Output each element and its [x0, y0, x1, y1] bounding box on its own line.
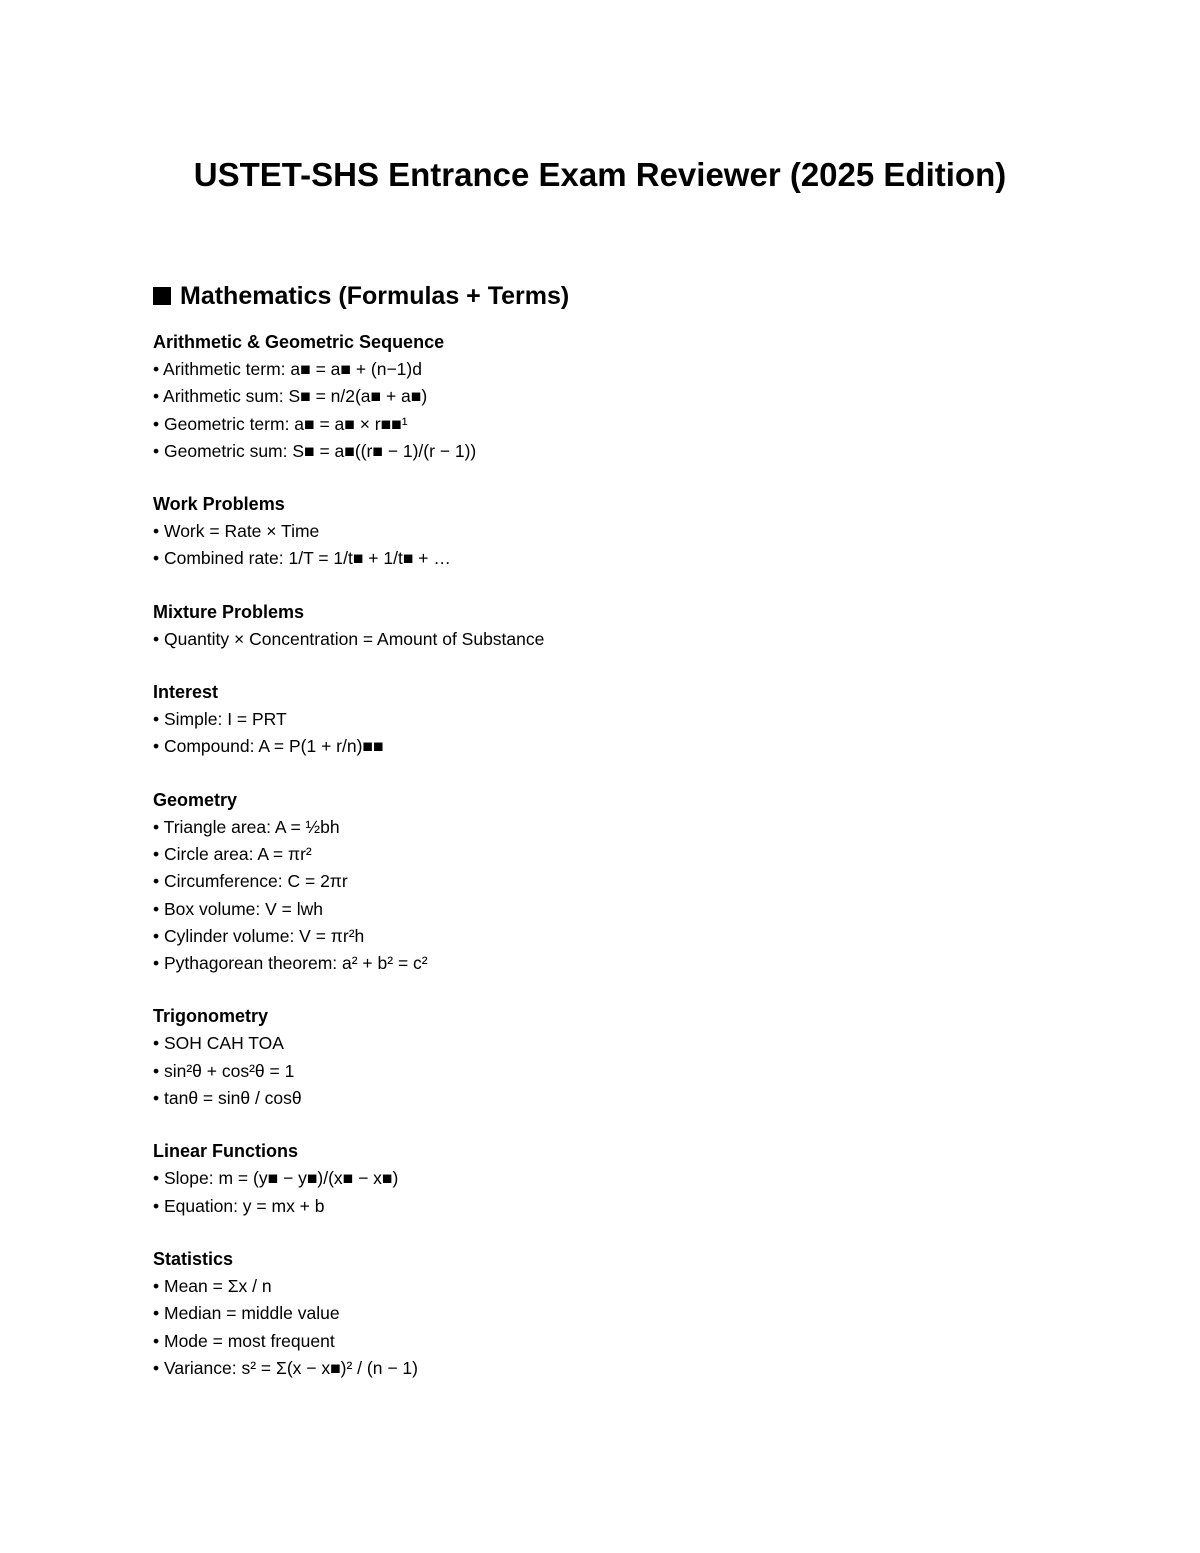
formula-item: • Work = Rate × Time — [153, 521, 320, 542]
subsection-work-problems — [153, 492, 1053, 573]
formula-item: • Triangle area: A = ½bh — [153, 816, 340, 837]
subsection-geometry — [153, 788, 1053, 978]
formula-item: • Geometric sum: S■ = a■((r■ − 1)/(r − 1)) — [153, 440, 477, 461]
section-content — [153, 330, 1053, 1409]
black-square-icon — [153, 287, 171, 305]
subsection-linear-functions — [153, 1139, 1053, 1220]
subsection-interest — [153, 680, 1053, 761]
subsection-title: Geometry — [153, 789, 238, 810]
formula-item: • Equation: y = mx + b — [153, 1195, 325, 1216]
subsection-statistics — [153, 1247, 1053, 1382]
formula-item: • SOH CAH TOA — [153, 1033, 284, 1054]
formula-item: • Median = middle value — [153, 1303, 340, 1324]
formula-item: • Compound: A = P(1 + r/n)■■ — [153, 736, 384, 757]
formula-item: • Mean = Σx / n — [153, 1275, 272, 1296]
formula-item: • Circumference: C = 2πr — [153, 871, 348, 892]
formula-item: • Variance: s² = Σ(x − x■)² / (n − 1) — [153, 1357, 418, 1378]
formula-item: • Arithmetic sum: S■ = n/2(a■ + a■) — [153, 386, 428, 407]
formula-item: • Simple: I = PRT — [153, 709, 287, 730]
formula-item: • Geometric term: a■ = a■ × r■■¹ — [153, 413, 408, 434]
subsection-title: Work Problems — [153, 494, 285, 515]
section-title: Mathematics (Formulas + Terms) — [180, 282, 570, 310]
subsection-title: Linear Functions — [153, 1141, 299, 1162]
formula-item: • tanθ = sinθ / cosθ — [153, 1088, 302, 1109]
formula-item: • Combined rate: 1/T = 1/t■ + 1/t■ + … — [153, 548, 451, 569]
subsection-trigonometry — [153, 1004, 1053, 1112]
formula-item: • sin²θ + cos²θ = 1 — [153, 1060, 295, 1081]
section-heading-mathematics — [153, 280, 569, 312]
subsection-mixture-problems — [153, 600, 1053, 653]
formula-item: • Cylinder volume: V = πr²h — [153, 925, 365, 946]
formula-item: • Quantity × Concentration = Amount of Substance — [153, 628, 545, 649]
formula-item: • Circle area: A = πr² — [153, 843, 312, 864]
subsection-title: Arithmetic & Geometric Sequence — [153, 332, 445, 352]
formula-item: • Slope: m = (y■ − y■)/(x■ − x■) — [153, 1168, 399, 1189]
formula-item: • Box volume: V = lwh — [153, 898, 324, 919]
subsection-title: Mixture Problems — [153, 601, 305, 622]
subsection-title: Statistics — [153, 1248, 234, 1269]
subsection-title: Trigonometry — [153, 1006, 269, 1027]
subsection-sequences — [153, 330, 1053, 465]
formula-item: • Pythagorean theorem: a² + b² = c² — [153, 953, 428, 974]
formula-item: • Mode = most frequent — [153, 1330, 335, 1351]
subsection-title: Interest — [153, 682, 219, 703]
formula-item: • Arithmetic term: a■ = a■ + (n−1)d — [153, 359, 422, 379]
document-title: USTET-SHS Entrance Exam Reviewer (2025 Edition) — [193, 156, 1007, 193]
